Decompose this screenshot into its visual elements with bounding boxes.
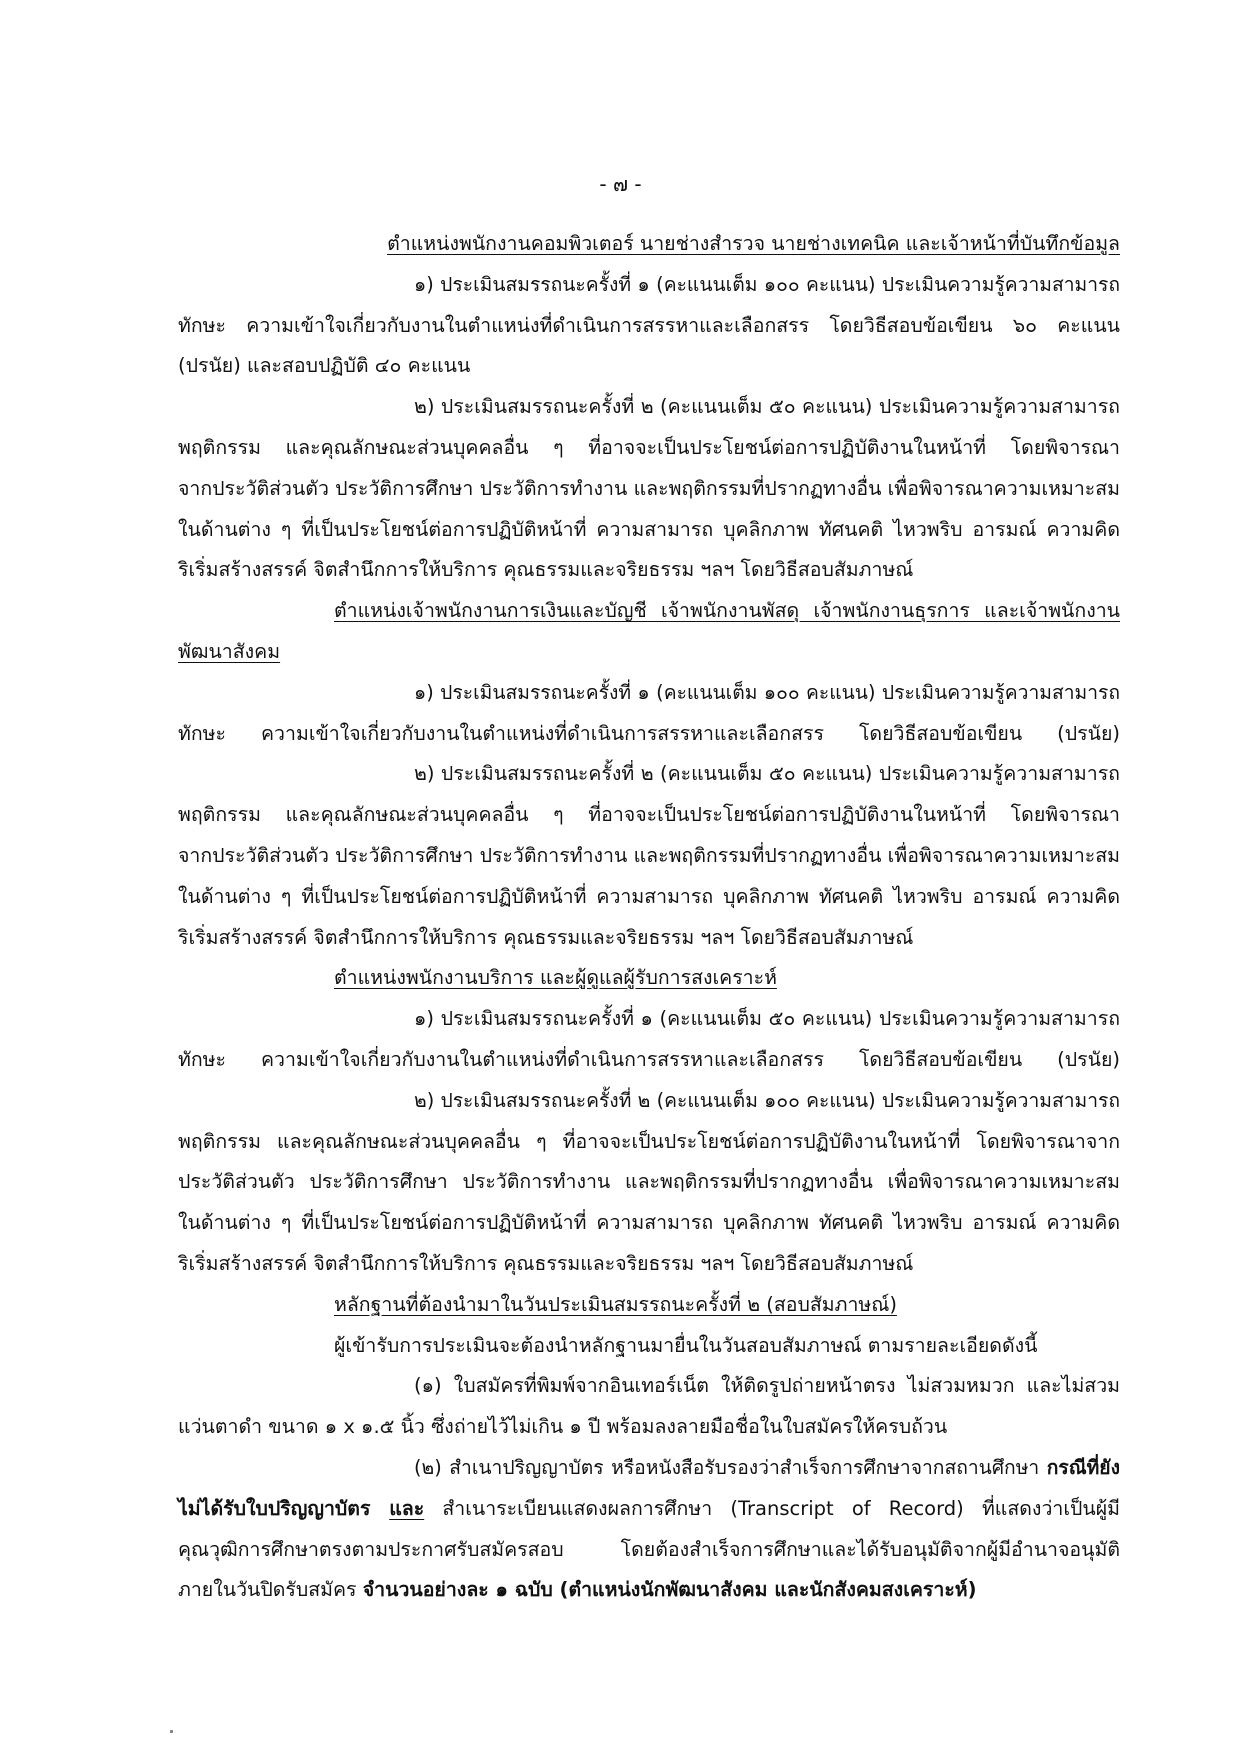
paragraph-line: จากประวัติส่วนตัว ประวัติการศึกษา ประวัติการทำงาน และพฤติกรรมที่ปรากฏทางอื่น เพื่อพิจารณาความเหมาะสม	[178, 843, 1120, 867]
section-heading-computer-staff: ตำแหน่งพนักงานคอมพิวเตอร์ นายช่างสำรวจ นายช่างเทคนิค และเจ้าหน้าที่บันทึกข้อมูล	[387, 232, 1120, 255]
paragraph-line: ในด้านต่าง ๆ ที่เป็นประโยชน์ต่อการปฏิบัติหน้าที่ ความสามารถ บุคลิกภาพ ทัศนคติ ไหวพริบ อารมณ์ ความคิด	[178, 884, 1120, 908]
paragraph-line: ๑) ประเมินสมรรถนะครั้งที่ ๑ (คะแนนเต็ม ๕๐ คะแนน) ประเมินความรู้ความสามารถ	[414, 1007, 1120, 1031]
list-item-line: ภายในวันปิดรับสมัคร จำนวนอย่างละ ๑ ฉบับ (ตำแหน่งนักพัฒนาสังคม และนักสังคมสงเคราะห์)	[178, 1578, 977, 1602]
paragraph-line: ในด้านต่าง ๆ ที่เป็นประโยชน์ต่อการปฏิบัติหน้าที่ ความสามารถ บุคลิกภาพ ทัศนคติ ไหวพริบ อารมณ์ ความคิด	[178, 1211, 1120, 1235]
paragraph-line: ๑) ประเมินสมรรถนะครั้งที่ ๑ (คะแนนเต็ม ๑๐๐ คะแนน) ประเมินความรู้ความสามารถ	[414, 272, 1120, 296]
paragraph-line: ๑) ประเมินสมรรถนะครั้งที่ ๑ (คะแนนเต็ม ๑๐๐ คะแนน) ประเมินความรู้ความสามารถ	[414, 680, 1120, 704]
scan-artifact-dot	[170, 1730, 173, 1733]
paragraph-line: ประวัติส่วนตัว ประวัติการศึกษา ประวัติการทำงาน และพฤติกรรมที่ปรากฏทางอื่น เพื่อพิจารณาความเหมาะสม	[178, 1170, 1120, 1194]
paragraph-line: พฤติกรรม และคุณลักษณะส่วนบุคคลอื่น ๆ ที่อาจจะเป็นประโยชน์ต่อการปฏิบัติงานในหน้าที่ โดยพิจารณาจาก	[178, 1129, 1120, 1153]
page-number: - ๗ -	[599, 172, 642, 196]
section-heading-service-staff: ตำแหน่งพนักงานบริการ และผู้ดูแลผู้รับการสงเคราะห์	[334, 966, 777, 990]
list-item-line: (๑) ใบสมัครที่พิมพ์จากอินเทอร์เน็ต ให้ติดรูปถ่ายหน้าตรง ไม่สวมหมวก และไม่สวม	[414, 1374, 1120, 1398]
list-item-line: แว่นตาดำ ขนาด ๑ x ๑.๕ นิ้ว ซึ่งถ่ายไว้ไม่เกิน ๑ ปี พร้อมลงลายมือชื่อในใบสมัครให้ครบถ้วน	[178, 1415, 948, 1439]
paragraph-line: จากประวัติส่วนตัว ประวัติการศึกษา ประวัติการทำงาน และพฤติกรรมที่ปรากฏทางอื่น เพื่อพิจารณาความเหมาะสม	[178, 476, 1120, 500]
paragraph-line: ทักษะ ความเข้าใจเกี่ยวกับงานในตำแหน่งที่ดำเนินการสรรหาและเลือกสรร โดยวิธีสอบข้อเขียน (ปรนัย)	[178, 1047, 1120, 1071]
paragraph-line: (ปรนัย) และสอบปฏิบัติ ๔๐ คะแนน	[178, 354, 471, 378]
paragraph-intro: ผู้เข้ารับการประเมินจะต้องนำหลักฐานมายื่นในวันสอบสัมภาษณ์ ตามรายละเอียดดังนี้	[334, 1333, 1038, 1357]
list-item-line: คุณวุฒิการศึกษาตรงตามประกาศรับสมัครสอบ โดยต้องสำเร็จการศึกษาและได้รับอนุมัติจากผู้มีอำนาจอนุมัติ	[178, 1537, 1120, 1561]
list-item-line: (๒) สำเนาปริญญาบัตร หรือหนังสือรับรองว่าสำเร็จการศึกษาจากสถานศึกษา กรณีที่ยัง	[414, 1455, 1120, 1479]
document-body	[178, 224, 1120, 1611]
paragraph-line: ริเริ่มสร้างสรรค์ จิตสำนึกการให้บริการ คุณธรรมและจริยธรรม ฯลฯ โดยวิธีสอบสัมภาษณ์	[178, 925, 914, 949]
paragraph-line: ในด้านต่าง ๆ ที่เป็นประโยชน์ต่อการปฏิบัติหน้าที่ ความสามารถ บุคลิกภาพ ทัศนคติ ไหวพริบ อารมณ์ ความคิด	[178, 517, 1120, 541]
paragraph-line: ๒) ประเมินสมรรถนะครั้งที่ ๒ (คะแนนเต็ม ๕๐ คะแนน) ประเมินความรู้ความสามารถ	[414, 395, 1120, 419]
paragraph-line: ริเริ่มสร้างสรรค์ จิตสำนึกการให้บริการ คุณธรรมและจริยธรรม ฯลฯ โดยวิธีสอบสัมภาษณ์	[178, 1251, 914, 1275]
paragraph-line: ทักษะ ความเข้าใจเกี่ยวกับงานในตำแหน่งที่ดำเนินการสรรหาและเลือกสรร โดยวิธีสอบข้อเขียน ๖๐ คะแนน	[178, 313, 1120, 337]
paragraph-line: ริเริ่มสร้างสรรค์ จิตสำนึกการให้บริการ คุณธรรมและจริยธรรม ฯลฯ โดยวิธีสอบสัมภาษณ์	[178, 558, 914, 582]
paragraph-line: ทักษะ ความเข้าใจเกี่ยวกับงานในตำแหน่งที่ดำเนินการสรรหาและเลือกสรร โดยวิธีสอบข้อเขียน (ปรนัย)	[178, 721, 1120, 745]
section-heading-finance-staff: ตำแหน่งเจ้าพนักงานการเงินและบัญชี เจ้าพนักงานพัสดุ เจ้าพนักงานธุรการ และเจ้าพนักงาน	[334, 599, 1120, 623]
paragraph-line: พฤติกรรม และคุณลักษณะส่วนบุคคลอื่น ๆ ที่อาจจะเป็นประโยชน์ต่อการปฏิบัติงานในหน้าที่ โดยพิจารณา	[178, 803, 1120, 827]
paragraph-line: ๒) ประเมินสมรรถนะครั้งที่ ๒ (คะแนนเต็ม ๑๐๐ คะแนน) ประเมินความรู้ความสามารถ	[414, 1088, 1120, 1112]
list-item-line: ไม่ได้รับใบปริญญาบัตร และ สำเนาระเบียนแสดงผลการศึกษา (Transcript of Record) ที่แสดงว่าเป็นผู้มี	[178, 1496, 1120, 1520]
paragraph-line: ๒) ประเมินสมรรถนะครั้งที่ ๒ (คะแนนเต็ม ๕๐ คะแนน) ประเมินความรู้ความสามารถ	[414, 762, 1120, 786]
section-heading-required-documents: หลักฐานที่ต้องนำมาในวันประเมินสมรรถนะครั้งที่ ๒ (สอบสัมภาษณ์)	[334, 1292, 897, 1316]
paragraph-line: พฤติกรรม และคุณลักษณะส่วนบุคคลอื่น ๆ ที่อาจจะเป็นประโยชน์ต่อการปฏิบัติงานในหน้าที่ โดยพิจารณา	[178, 435, 1120, 459]
section-heading-finance-staff-cont: พัฒนาสังคม	[178, 639, 281, 663]
